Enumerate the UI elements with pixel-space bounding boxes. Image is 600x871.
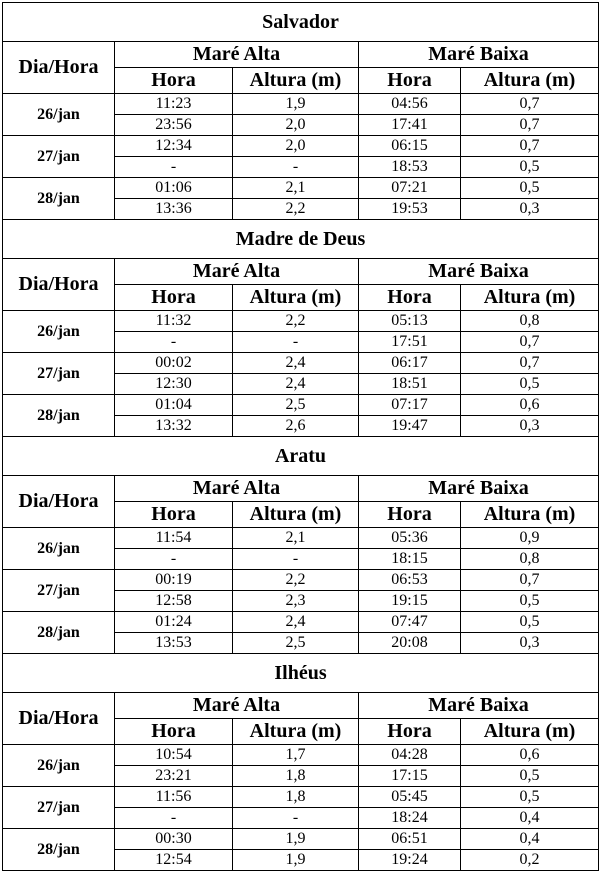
- low-tide-height: 0,5: [461, 157, 599, 178]
- low-tide-height: 0,7: [461, 570, 599, 591]
- high-tide-height: -: [233, 157, 359, 178]
- high-tide-height: 2,1: [233, 528, 359, 549]
- low-tide-time: 06:53: [359, 570, 461, 591]
- mare-alta-header: Maré Alta: [115, 476, 359, 502]
- low-tide-time: 07:21: [359, 178, 461, 199]
- altura-header: Altura (m): [461, 285, 599, 311]
- table-row: [3, 612, 599, 633]
- low-tide-height: 0,5: [461, 178, 599, 199]
- high-tide-height: 1,8: [233, 787, 359, 808]
- high-tide-height: 1,9: [233, 850, 359, 871]
- mare-baixa-header: Maré Baixa: [359, 476, 599, 502]
- low-tide-height: 0,5: [461, 591, 599, 612]
- hora-header: Hora: [115, 719, 233, 745]
- tide-table: [2, 2, 599, 871]
- low-tide-time: 18:51: [359, 374, 461, 395]
- table-row: [3, 395, 599, 416]
- high-tide-height: 1,9: [233, 94, 359, 115]
- location-title: Salvador: [3, 3, 599, 42]
- day-label: 26/jan: [3, 94, 115, 136]
- low-tide-height: 0,5: [461, 766, 599, 787]
- hora-header: Hora: [115, 285, 233, 311]
- high-tide-time: 11:23: [115, 94, 233, 115]
- hora-header: Hora: [359, 719, 461, 745]
- low-tide-height: 0,8: [461, 311, 599, 332]
- high-tide-height: 2,3: [233, 591, 359, 612]
- low-tide-time: 07:17: [359, 395, 461, 416]
- low-tide-height: 0,4: [461, 808, 599, 829]
- low-tide-time: 19:47: [359, 416, 461, 437]
- high-tide-time: -: [115, 157, 233, 178]
- dia-hora-header: Dia/Hora: [3, 476, 115, 528]
- high-tide-height: -: [233, 808, 359, 829]
- altura-header: Altura (m): [461, 719, 599, 745]
- high-tide-height: 2,2: [233, 570, 359, 591]
- high-tide-time: -: [115, 549, 233, 570]
- low-tide-time: 05:45: [359, 787, 461, 808]
- low-tide-height: 0,5: [461, 787, 599, 808]
- high-tide-height: 2,1: [233, 178, 359, 199]
- hora-header: Hora: [359, 285, 461, 311]
- mare-baixa-header: Maré Baixa: [359, 42, 599, 68]
- high-tide-time: 00:19: [115, 570, 233, 591]
- high-tide-height: -: [233, 332, 359, 353]
- high-tide-height: 2,2: [233, 199, 359, 220]
- low-tide-height: 0,4: [461, 829, 599, 850]
- low-tide-height: 0,8: [461, 549, 599, 570]
- high-tide-time: 11:54: [115, 528, 233, 549]
- dia-hora-header: Dia/Hora: [3, 42, 115, 94]
- low-tide-height: 0,7: [461, 136, 599, 157]
- low-tide-height: 0,6: [461, 395, 599, 416]
- high-tide-time: -: [115, 808, 233, 829]
- high-tide-height: 1,9: [233, 829, 359, 850]
- high-tide-time: 12:30: [115, 374, 233, 395]
- altura-header: Altura (m): [233, 502, 359, 528]
- low-tide-time: 07:47: [359, 612, 461, 633]
- low-tide-time: 19:24: [359, 850, 461, 871]
- mare-alta-header: Maré Alta: [115, 259, 359, 285]
- low-tide-time: 19:15: [359, 591, 461, 612]
- low-tide-time: 06:51: [359, 829, 461, 850]
- low-tide-height: 0,5: [461, 612, 599, 633]
- high-tide-time: -: [115, 332, 233, 353]
- group-header-row: [3, 259, 599, 285]
- location-title: Madre de Deus: [3, 220, 599, 259]
- high-tide-time: 13:53: [115, 633, 233, 654]
- table-row: [3, 787, 599, 808]
- location-title-row: [3, 654, 599, 693]
- table-row: [3, 528, 599, 549]
- high-tide-height: 2,0: [233, 115, 359, 136]
- low-tide-time: 05:36: [359, 528, 461, 549]
- table-row: [3, 94, 599, 115]
- low-tide-time: 04:56: [359, 94, 461, 115]
- location-title-row: [3, 220, 599, 259]
- high-tide-height: 2,5: [233, 633, 359, 654]
- low-tide-time: 17:41: [359, 115, 461, 136]
- day-label: 27/jan: [3, 353, 115, 395]
- low-tide-time: 06:17: [359, 353, 461, 374]
- high-tide-height: 2,4: [233, 353, 359, 374]
- high-tide-time: 23:21: [115, 766, 233, 787]
- high-tide-time: 01:04: [115, 395, 233, 416]
- table-row: [3, 136, 599, 157]
- mare-alta-header: Maré Alta: [115, 42, 359, 68]
- day-label: 26/jan: [3, 528, 115, 570]
- high-tide-height: 2,4: [233, 612, 359, 633]
- low-tide-time: 17:15: [359, 766, 461, 787]
- high-tide-time: 00:30: [115, 829, 233, 850]
- day-label: 26/jan: [3, 311, 115, 353]
- altura-header: Altura (m): [461, 502, 599, 528]
- tide-table-document: [2, 2, 598, 871]
- altura-header: Altura (m): [461, 68, 599, 94]
- high-tide-height: 1,7: [233, 745, 359, 766]
- mare-baixa-header: Maré Baixa: [359, 693, 599, 719]
- low-tide-height: 0,3: [461, 633, 599, 654]
- high-tide-time: 13:36: [115, 199, 233, 220]
- day-label: 28/jan: [3, 612, 115, 654]
- day-label: 27/jan: [3, 570, 115, 612]
- location-title-row: [3, 3, 599, 42]
- location-title-row: [3, 437, 599, 476]
- mare-alta-header: Maré Alta: [115, 693, 359, 719]
- altura-header: Altura (m): [233, 285, 359, 311]
- mare-baixa-header: Maré Baixa: [359, 259, 599, 285]
- low-tide-height: 0,6: [461, 745, 599, 766]
- high-tide-time: 01:06: [115, 178, 233, 199]
- day-label: 28/jan: [3, 829, 115, 871]
- day-label: 27/jan: [3, 136, 115, 178]
- hora-header: Hora: [359, 502, 461, 528]
- low-tide-height: 0,7: [461, 115, 599, 136]
- high-tide-height: 2,5: [233, 395, 359, 416]
- table-row: [3, 353, 599, 374]
- day-label: 28/jan: [3, 395, 115, 437]
- high-tide-height: 2,0: [233, 136, 359, 157]
- table-row: [3, 311, 599, 332]
- low-tide-height: 0,2: [461, 850, 599, 871]
- high-tide-time: 00:02: [115, 353, 233, 374]
- high-tide-time: 12:58: [115, 591, 233, 612]
- low-tide-time: 18:15: [359, 549, 461, 570]
- high-tide-height: 2,2: [233, 311, 359, 332]
- group-header-row: [3, 476, 599, 502]
- low-tide-time: 04:28: [359, 745, 461, 766]
- dia-hora-header: Dia/Hora: [3, 693, 115, 745]
- group-header-row: [3, 693, 599, 719]
- high-tide-time: 11:32: [115, 311, 233, 332]
- low-tide-height: 0,9: [461, 528, 599, 549]
- high-tide-time: 11:56: [115, 787, 233, 808]
- low-tide-height: 0,7: [461, 332, 599, 353]
- low-tide-time: 19:53: [359, 199, 461, 220]
- low-tide-time: 05:13: [359, 311, 461, 332]
- high-tide-height: 2,4: [233, 374, 359, 395]
- high-tide-time: 12:54: [115, 850, 233, 871]
- low-tide-time: 20:08: [359, 633, 461, 654]
- high-tide-height: 2,6: [233, 416, 359, 437]
- group-header-row: [3, 42, 599, 68]
- low-tide-time: 17:51: [359, 332, 461, 353]
- hora-header: Hora: [359, 68, 461, 94]
- day-label: 26/jan: [3, 745, 115, 787]
- low-tide-time: 18:24: [359, 808, 461, 829]
- altura-header: Altura (m): [233, 68, 359, 94]
- low-tide-height: 0,7: [461, 94, 599, 115]
- low-tide-height: 0,3: [461, 416, 599, 437]
- day-label: 28/jan: [3, 178, 115, 220]
- high-tide-time: 23:56: [115, 115, 233, 136]
- high-tide-time: 13:32: [115, 416, 233, 437]
- day-label: 27/jan: [3, 787, 115, 829]
- low-tide-time: 18:53: [359, 157, 461, 178]
- hora-header: Hora: [115, 502, 233, 528]
- high-tide-time: 12:34: [115, 136, 233, 157]
- dia-hora-header: Dia/Hora: [3, 259, 115, 311]
- high-tide-time: 01:24: [115, 612, 233, 633]
- table-row: [3, 829, 599, 850]
- high-tide-time: 10:54: [115, 745, 233, 766]
- table-row: [3, 570, 599, 591]
- altura-header: Altura (m): [233, 719, 359, 745]
- location-title: Ilhéus: [3, 654, 599, 693]
- low-tide-height: 0,5: [461, 374, 599, 395]
- low-tide-time: 06:15: [359, 136, 461, 157]
- location-title: Aratu: [3, 437, 599, 476]
- high-tide-height: 1,8: [233, 766, 359, 787]
- table-row: [3, 745, 599, 766]
- high-tide-height: -: [233, 549, 359, 570]
- hora-header: Hora: [115, 68, 233, 94]
- low-tide-height: 0,7: [461, 353, 599, 374]
- low-tide-height: 0,3: [461, 199, 599, 220]
- table-row: [3, 178, 599, 199]
